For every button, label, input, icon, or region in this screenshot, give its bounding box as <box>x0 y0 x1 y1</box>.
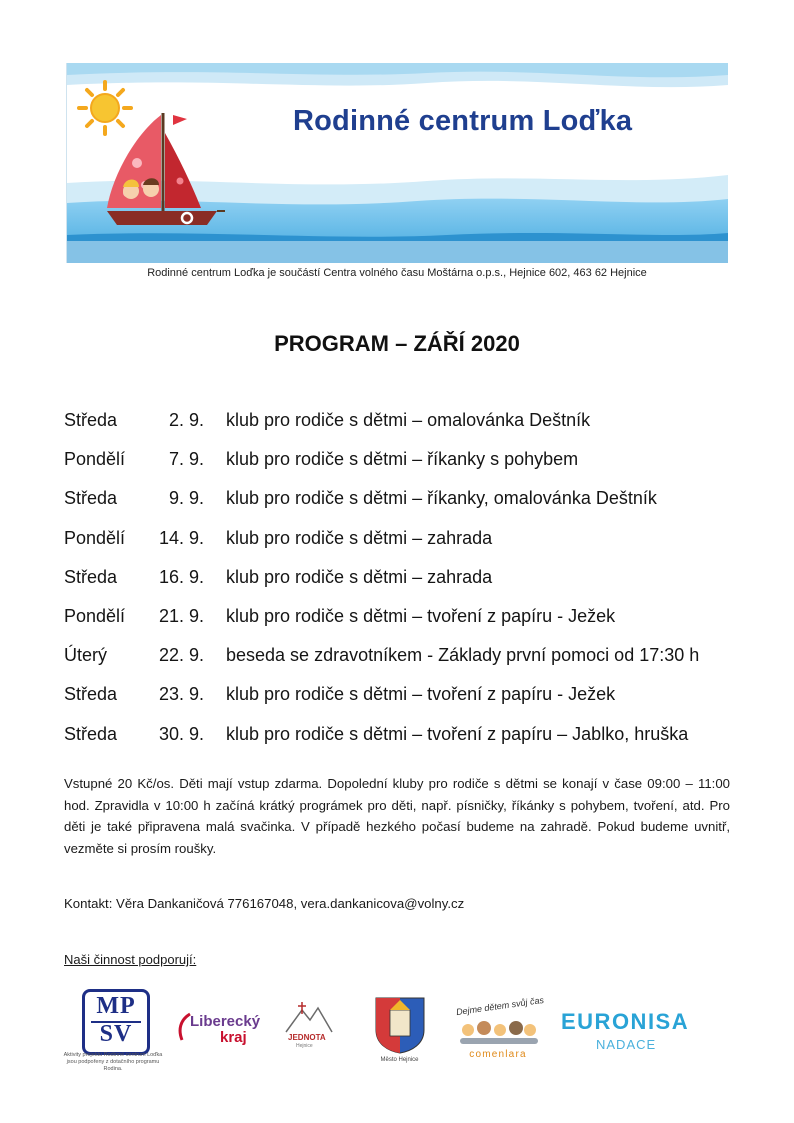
schedule-desc: beseda se zdravotníkem - Základy první pomoci od 17:30 h <box>226 645 700 666</box>
schedule-desc: klub pro rodiče s dětmi – zahrada <box>226 566 493 587</box>
support-heading: Naši činnost podporují: <box>64 952 197 967</box>
schedule-date: 23. 9. <box>158 684 204 705</box>
schedule-row <box>64 519 764 558</box>
contact-line: Kontakt: Věra Dankaničová 776167048, vera.dankanicova@volny.cz <box>64 896 465 911</box>
mpsv-text-2: SV <box>99 1021 133 1047</box>
schedule-day: Úterý <box>64 645 108 666</box>
schedule-desc: klub pro rodiče s dětmi – tvoření z papíru – Jablko, hruška <box>226 723 689 744</box>
euronisa-logo: EURONISA <box>561 1009 690 1034</box>
schedule-row <box>64 636 764 675</box>
schedule-row <box>64 440 764 479</box>
dejme-detem-people-icon <box>458 1018 540 1046</box>
schedule-row <box>64 479 764 518</box>
schedule-list <box>64 401 764 754</box>
schedule-date: 21. 9. <box>158 606 204 627</box>
sea-foam <box>67 241 728 263</box>
schedule-date: 2. 9. <box>168 410 204 431</box>
schedule-desc: klub pro rodiče s dětmi – říkanky s pohybem <box>226 449 579 470</box>
schedule-date: 16. 9. <box>158 566 204 587</box>
banner-title: Rodinné centrum Loďka <box>293 105 633 137</box>
schedule-row <box>64 715 764 754</box>
jednota-sub: Hejnice <box>296 1043 313 1049</box>
jednota-logo: JEDNOTA <box>288 1033 326 1042</box>
schedule-row <box>64 558 764 597</box>
schedule-day: Středa <box>64 684 118 705</box>
dejme-detem-heading: Dejme dětem svůj čas <box>455 994 545 1018</box>
liberecky-kraj-logo: Liberecký <box>190 1013 261 1030</box>
mpsv-logo <box>82 989 150 1055</box>
schedule-date: 9. 9. <box>168 488 204 509</box>
schedule-date: 30. 9. <box>158 723 204 744</box>
schedule-date: 22. 9. <box>158 645 204 666</box>
schedule-desc: klub pro rodiče s dětmi – tvoření z papíru - Ježek <box>226 684 616 705</box>
banner-illustration <box>67 63 728 263</box>
schedule-date: 14. 9. <box>158 527 204 548</box>
schedule-row <box>64 401 764 440</box>
schedule-desc: klub pro rodiče s dětmi – omalovánka Deštník <box>226 410 591 431</box>
schedule-date: 7. 9. <box>168 449 204 470</box>
schedule-desc: klub pro rodiče s dětmi – zahrada <box>226 527 493 548</box>
mpsv-caption: Aktivity projektu Rodinné centrum Loďka jsou podpořeny z dotačního programu Rodina. <box>63 1052 163 1072</box>
sun-icon <box>79 82 131 134</box>
schedule-day: Středa <box>64 488 118 509</box>
schedule-day: Pondělí <box>64 606 126 627</box>
header-banner <box>66 63 728 263</box>
hejnice-caption: Město Hejnice <box>380 1057 419 1063</box>
program-title: PROGRAM – ZÁŘÍ 2020 <box>274 331 520 356</box>
banner-subtitle: Rodinné centrum Loďka je součástí Centra volného času Moštárna o.p.s., Hejnice 602, 463 62 Hejnice <box>147 267 647 279</box>
schedule-day: Středa <box>64 566 118 587</box>
comenlara-logo: comenlara <box>469 1049 527 1060</box>
schedule-row <box>64 675 764 714</box>
schedule-day: Pondělí <box>64 527 126 548</box>
schedule-desc: klub pro rodiče s dětmi – říkanky, omalovánka Deštník <box>226 488 657 509</box>
schedule-day: Středa <box>64 723 118 744</box>
liberecky-kraj-logo-line2: kraj <box>220 1029 247 1046</box>
schedule-row <box>64 597 764 636</box>
jednota-mountain-icon <box>284 1000 334 1034</box>
hejnice-coat-of-arms-icon <box>374 996 426 1054</box>
schedule-desc: klub pro rodiče s dětmi – tvoření z papíru - Ježek <box>226 606 616 627</box>
info-paragraph: Vstupné 20 Kč/os. Děti mají vstup zdarma. Dopolední kluby pro rodiče s dětmi se konají v čase 09:00 – 11:00 hod. Zpravidla v 10:00 h začíná krátký prográmek pro děti, např. písničky, říkánky s pohybem, tvoření, atd. Pro děti je také připravena malá svačinka. V případě hezkého počasí budeme na zahradě. Pokud budeme uvnitř, vezměte si prosím roušky. <box>64 776 730 856</box>
euronisa-sub: NADACE <box>596 1037 657 1052</box>
schedule-day: Pondělí <box>64 449 126 470</box>
schedule-day: Středa <box>64 410 118 431</box>
mpsv-text: MP <box>96 993 136 1019</box>
